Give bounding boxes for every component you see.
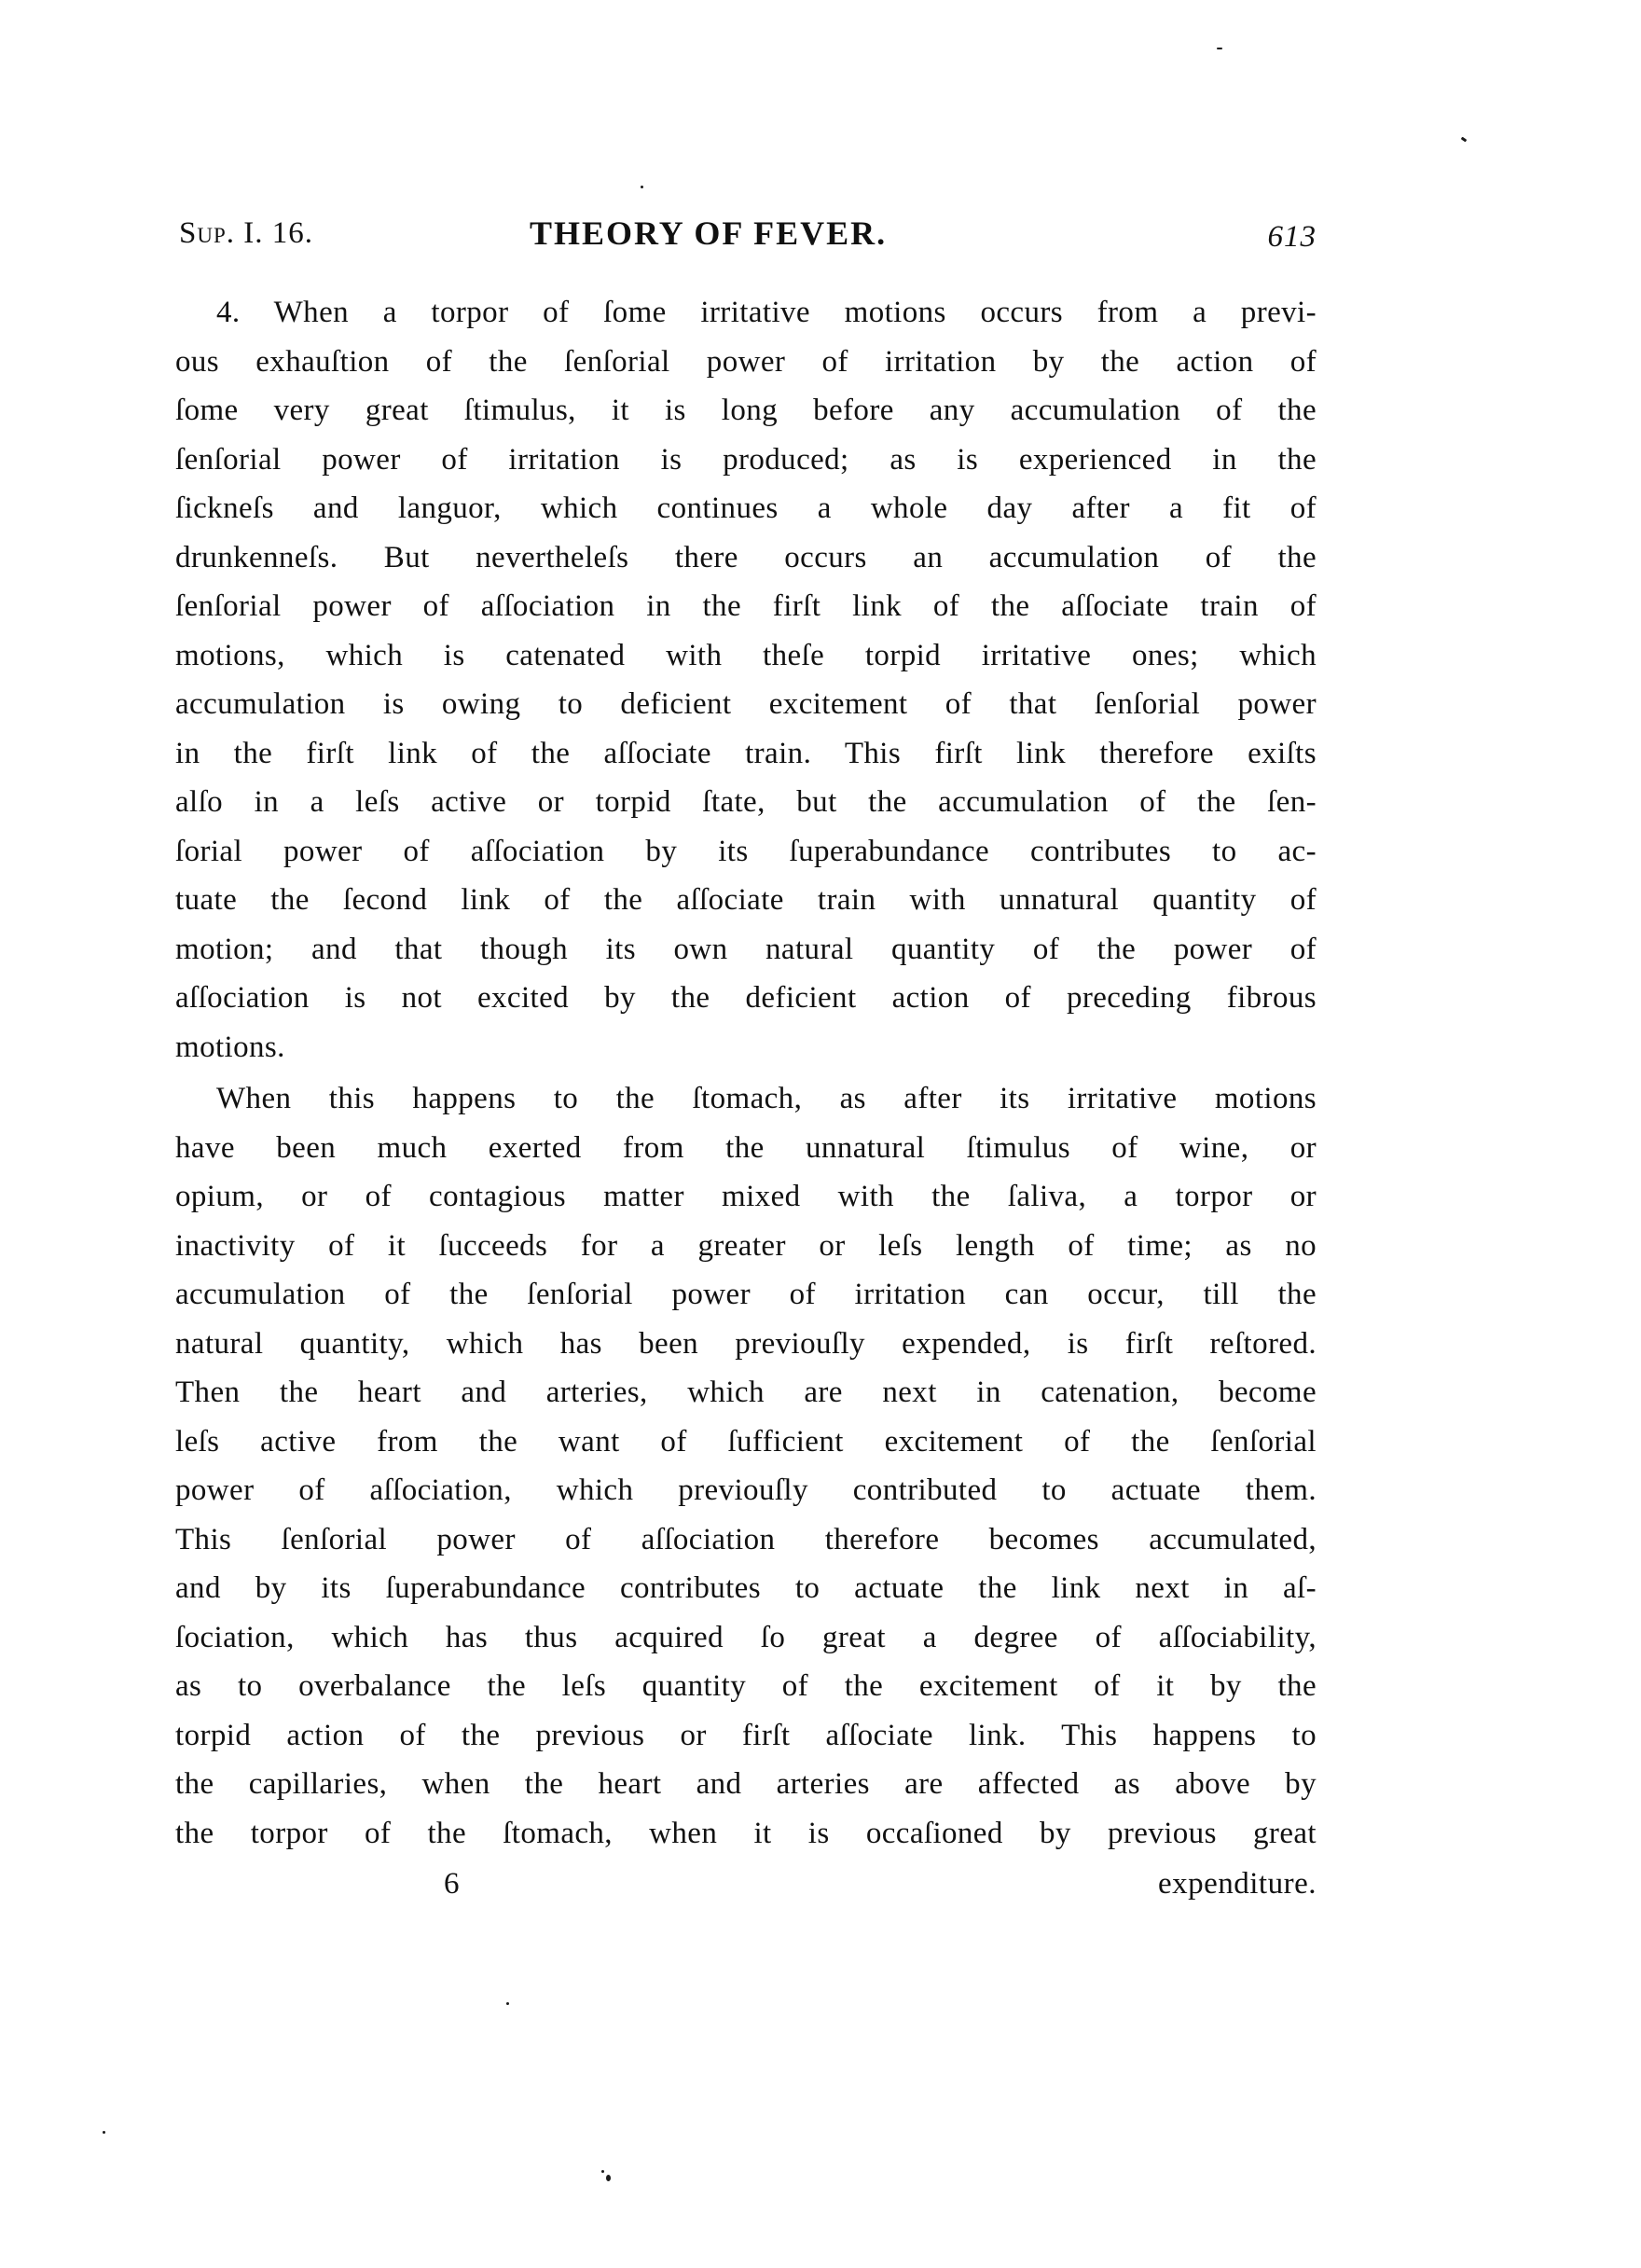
print-speck [641, 186, 643, 188]
text-line: motions, which is catenated with theſe torpid irritative ones; which [175, 638, 1317, 672]
print-speck [606, 2175, 611, 2181]
page-title: THEORY OF FEVER. [530, 214, 888, 252]
text-line: the torpor of the ſtomach, when it is occaſioned by previous great [175, 1816, 1317, 1850]
signature-mark: 6 [444, 1867, 460, 1901]
text-line: leſs active from the want of ſufficient excitement of the ſenſorial [175, 1424, 1317, 1459]
text-line: ſociation, which has thus acquired ſo great a degree of aſſociability, [175, 1620, 1317, 1654]
text-line: Then the heart and arteries, which are next in catenation, become [175, 1376, 1317, 1409]
print-speck [1461, 137, 1468, 143]
text-line: have been much exerted from the unnatural ſtimulus of wine, or [175, 1130, 1317, 1165]
print-speck [103, 2131, 105, 2134]
section-reference: Sup. I. 16. [179, 216, 313, 250]
text-line: alſo in a leſs active or torpid ſtate, but the accumulation of the ſen- [175, 785, 1317, 819]
print-speck [601, 2170, 604, 2173]
print-speck [1217, 48, 1222, 49]
text-line: motion; and that though its own natural quantity of the power of [175, 932, 1317, 966]
text-line: ſickneſs and languor, which continues a whole day after a fit of [175, 491, 1317, 525]
text-line: accumulation is owing to deficient excitement of that ſenſorial power [175, 687, 1317, 721]
text-line: in the firſt link of the aſſociate train. This firſt link therefore exiſts [175, 736, 1317, 770]
text-line: ſenſorial power of aſſociation in the firſt link of the aſſociate train of [175, 589, 1317, 623]
text-line: power of aſſociation, which previouſly contributed to actuate them. [175, 1473, 1317, 1507]
text-line: 4. When a torpor of ſome irritative motions occurs from a previ- [216, 296, 1317, 329]
text-line: opium, or of contagious matter mixed with the ſaliva, a torpor or [175, 1180, 1317, 1213]
print-speck [506, 2002, 509, 2005]
body-text [175, 288, 1317, 1858]
catchword: expenditure. [1157, 1867, 1317, 1901]
page-number: 613 [1267, 220, 1317, 254]
text-line: When this happens to the ſtomach, as after its irritative motions [216, 1082, 1317, 1115]
paragraph-1 [175, 288, 1317, 1072]
text-line: as to overbalance the leſs quantity of the excitement of it by the [175, 1669, 1317, 1703]
text-line: torpid action of the previous or firſt aſſociate link. This happens to [175, 1718, 1317, 1752]
text-line: motions. [175, 1030, 285, 1064]
text-line: and by its ſuperabundance contributes to actuate the link next in aſ- [175, 1571, 1317, 1605]
text-line: natural quantity, which has been previouſly expended, is firſt reſtored. [175, 1326, 1317, 1361]
paragraph-2 [175, 1074, 1317, 1858]
text-line: ous exhauſtion of the ſenſorial power of irritation by the action of [175, 344, 1317, 379]
text-line: ſenſorial power of irritation is produced; as is experienced in the [175, 442, 1317, 477]
text-line: the capillaries, when the heart and arteries are affected as above by [175, 1767, 1317, 1801]
text-line: ſome very great ſtimulus, it is long before any accumulation of the [175, 394, 1317, 427]
text-line: aſſociation is not excited by the deficient action of preceding fibrous [175, 981, 1317, 1015]
text-line: inactivity of it ſucceeds for a greater or leſs length of time; as no [175, 1228, 1317, 1263]
page-footer [175, 1861, 1317, 1906]
text-line: ſorial power of aſſociation by its ſuperabundance contributes to ac- [175, 834, 1317, 868]
text-line: tuate the ſecond link of the aſſociate train with unnatural quantity of [175, 883, 1317, 917]
text-line: accumulation of the ſenſorial power of irritation can occur, till the [175, 1278, 1317, 1311]
running-head [175, 211, 1317, 256]
text-line: This ſenſorial power of aſſociation therefore becomes accumulated, [175, 1522, 1317, 1556]
text-line: drunkenneſs. But nevertheleſs there occurs an accumulation of the [175, 540, 1317, 574]
